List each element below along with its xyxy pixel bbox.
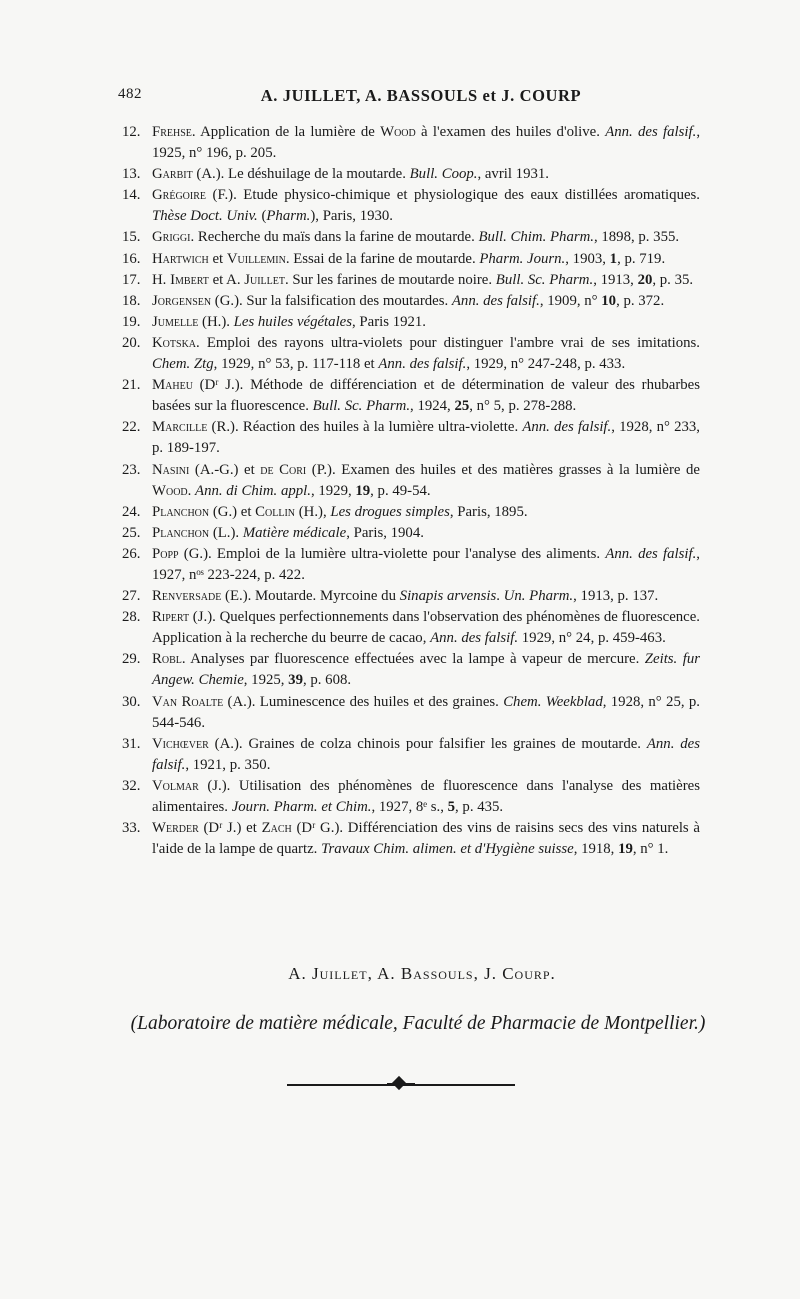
reference-text: (J.). Utilisation des phénomènes de fluorescence dans l'analyse des matières alimentaires.	[152, 777, 700, 815]
publication-title: Zeits. fur Angew. Chemie	[152, 651, 700, 689]
reference-text: à l'examen des huiles d'olive.	[415, 124, 606, 140]
publication-title: Journ. Pharm. et Chim.	[231, 799, 372, 815]
publication-title: Chem. Ztg	[152, 356, 214, 373]
author-name: Nasini	[152, 461, 190, 478]
reference-text: . Recherche du maïs dans la farine de moutarde.	[190, 229, 479, 246]
ornament-rule-right	[411, 1084, 515, 1086]
publication-title: Ann. des falsif.	[605, 124, 697, 140]
reference-text: (H.),	[295, 503, 331, 520]
reference-number: 33.	[122, 820, 141, 837]
reference-text: , 1928, n° 233, p. 189-197.	[152, 419, 700, 457]
reference-number: 15.	[122, 229, 141, 246]
reference-text: (G.). Emploi de la lumière ultra-violette pour l'analyse des aliments.	[178, 545, 606, 562]
publication-title: Ann. di Chim. appl.	[195, 482, 311, 499]
reference-text: .	[187, 482, 196, 499]
reference-text: , Paris, 1904.	[346, 524, 424, 541]
reference-item	[122, 333, 700, 375]
author-name: Robl	[152, 651, 182, 668]
reference-text: (F.). Etude physico-chimique et physiologique des eaux distillées aromatiques.	[206, 187, 700, 204]
author-name: Zach	[261, 820, 292, 837]
reference-text: , n° 5, p. 278-288.	[469, 398, 577, 415]
reference-item	[122, 649, 700, 691]
reference-number: 20.	[122, 334, 141, 351]
author-name: de Cori	[260, 461, 307, 478]
reference-number: 31.	[122, 735, 141, 752]
reference-text: . Emploi des rayons ultra-violets pour distinguer l'ambre vrai de ses imitations.	[196, 334, 700, 351]
author-name: Griggi	[152, 229, 191, 246]
reference-item	[122, 523, 700, 544]
reference-text: , 1928, n° 25, p. 544-546.	[152, 693, 700, 731]
reference-number: 22.	[122, 419, 141, 436]
publication-title: Bull. Chim. Pharm.	[478, 229, 594, 246]
author-name: Vichœver	[152, 735, 209, 752]
publication-title: Pharm. Journ.	[479, 250, 566, 267]
reference-text: , 1921, p. 350.	[185, 756, 271, 773]
author-name: Hartwich	[152, 250, 209, 267]
reference-text: ), Paris, 1930.	[310, 208, 393, 225]
reference-number: 17.	[122, 271, 141, 288]
reference-item	[122, 291, 700, 312]
author-name: Grégoire	[152, 187, 207, 204]
publication-title: Ann. des falsif.	[605, 545, 697, 562]
reference-text: (G.) et	[209, 503, 256, 520]
reference-text: . Application de la lumière de	[191, 124, 381, 140]
reference-text: et	[208, 250, 227, 267]
author-name: Frehse	[152, 124, 192, 140]
author-name: Collin	[255, 503, 296, 520]
reference-text: H.	[152, 271, 171, 288]
author-signature: A. Juillet, A. Bassouls, J. Courp.	[288, 964, 556, 983]
publication-title: Bull. Sc. Pharm.	[312, 398, 411, 415]
reference-item	[122, 586, 700, 607]
reference-number: 32.	[122, 777, 141, 794]
reference-text: (Dʳ J.) et	[198, 820, 262, 837]
author-name: Wood	[380, 124, 416, 140]
publication-title: Ann. des falsif.	[451, 292, 540, 309]
reference-text: , Paris, 1895.	[449, 503, 528, 520]
end-ornament	[287, 1078, 515, 1092]
ornament-rule-left	[287, 1084, 391, 1086]
reference-item	[122, 460, 700, 502]
reference-text: (Dʳ G.). Différenciation des vins de raisins secs des vins naturels à l'aide de la lampe de quartz.	[152, 820, 700, 858]
reference-number: 21.	[122, 377, 141, 394]
reference-item	[122, 249, 700, 270]
reference-number: 16.	[122, 250, 141, 267]
reference-text: , 1927, nᵒˢ 223-224, p. 422.	[152, 545, 700, 583]
reference-text: , p. 719.	[617, 250, 666, 267]
reference-number: 18.	[122, 292, 141, 309]
reference-number: 28.	[122, 609, 141, 626]
publication-title: Bull. Sc. Pharm.	[495, 271, 594, 288]
reference-number: 12.	[122, 124, 141, 140]
reference-text: (J.). Quelques perfectionnements dans l'observation des phénomènes de fluorescence. Application à la recherche du beurre de cacao,	[152, 609, 700, 647]
publication-title: Bull. Coop.	[409, 166, 478, 183]
reference-item	[122, 607, 700, 649]
author-name: Wood	[152, 482, 188, 499]
publication-title: Thèse Doct. Univ.	[152, 208, 258, 225]
reference-text: (H.).	[198, 313, 234, 330]
author-name: Imbert	[170, 271, 209, 288]
volume-number: 25	[454, 398, 470, 415]
author-name: Kotska	[152, 334, 197, 351]
affiliation: (Laboratoire de matière médicale, Faculté de Pharmacie de Montpellier.)	[130, 1013, 706, 1034]
author-name: Planchon	[152, 524, 210, 541]
author-name: Planchon	[152, 503, 210, 520]
reference-text: , 1913, p. 137.	[573, 588, 659, 605]
publication-title: Matière médicale	[242, 524, 347, 541]
publication-title: Sinapis arvensis	[399, 588, 497, 605]
reference-text: , avril 1931.	[477, 166, 549, 183]
author-name: Renversade	[152, 588, 222, 605]
reference-item	[122, 734, 700, 776]
author-name: Marcille	[152, 419, 208, 436]
reference-item	[122, 502, 700, 523]
reference-text: , 1898, p. 355.	[593, 229, 680, 246]
reference-item	[122, 227, 700, 248]
reference-item	[122, 544, 700, 586]
reference-text: , 1927, 8ᵉ s.,	[371, 799, 448, 815]
reference-text: , p. 608.	[302, 672, 352, 689]
reference-item	[122, 312, 700, 333]
volume-number: 1	[609, 250, 618, 267]
reference-text: (P.). Examen des huiles et des matières grasses à la lumière de	[306, 461, 700, 478]
author-name: Popp	[152, 545, 179, 562]
reference-text: , p. 435.	[455, 799, 504, 815]
ornament-diamond-icon	[392, 1076, 406, 1090]
reference-item	[122, 375, 700, 417]
reference-number: 23.	[122, 461, 141, 478]
reference-text: , 1929, n° 53, p. 117-118 et	[213, 356, 379, 373]
publication-title: Un. Pharm.	[503, 588, 574, 605]
reference-text: , Paris 1921.	[352, 313, 427, 330]
publication-title: Ann. des falsif.	[152, 735, 700, 773]
reference-text: . Sur les farines de moutarde noire.	[284, 271, 496, 288]
reference-text: (A.). Luminescence des huiles et des graines.	[223, 693, 504, 710]
publication-title: Travaux Chim. alimen. et d'Hygiène suisse	[321, 841, 574, 858]
reference-number: 26.	[122, 545, 141, 562]
reference-list	[122, 122, 700, 860]
reference-text: (A.). Le déshuilage de la moutarde.	[192, 166, 410, 183]
publication-title: Les drogues simples	[330, 503, 450, 520]
publication-title: Ann. des falsif.	[430, 630, 519, 647]
volume-number: 5	[447, 799, 456, 815]
reference-number: 30.	[122, 693, 141, 710]
reference-text: . Analyses par fluorescence effectuées avec la lampe à vapeur de mercure.	[181, 651, 645, 668]
reference-text: (L.).	[209, 524, 243, 541]
reference-item	[122, 818, 700, 860]
reference-text: .	[496, 588, 504, 605]
reference-number: 25.	[122, 524, 141, 541]
reference-text: . Essai de la farine de moutarde.	[285, 250, 480, 267]
reference-text: , 1909, n°	[539, 292, 602, 309]
reference-item	[122, 776, 700, 818]
reference-text: , 1925, n° 196, p. 205.	[152, 124, 701, 162]
reference-text: (Dʳ J.). Méthode de différenciation et de détermination de valeur des rhubarbes basées sur la fluorescence.	[152, 377, 700, 415]
volume-number: 19	[618, 841, 633, 858]
reference-text: 1929, n° 24, p. 459-463.	[518, 630, 666, 647]
reference-text: (E.). Moutarde. Myrcoine du	[221, 588, 400, 605]
page-header	[118, 86, 700, 110]
volume-number: 10	[601, 292, 617, 309]
reference-text: , 1925,	[243, 672, 289, 689]
reference-text: , n° 1.	[632, 841, 669, 858]
author-name: Werder	[152, 820, 199, 837]
reference-item	[122, 270, 700, 291]
author-name: Maheu	[152, 377, 193, 394]
publication-title: Chem. Weekblad	[503, 693, 603, 710]
author-name: Van Roalte	[152, 693, 224, 710]
reference-number: 14.	[122, 187, 141, 204]
reference-number: 24.	[122, 503, 141, 520]
publication-title: Ann. des falsif.	[522, 419, 612, 436]
author-name: Volmar	[152, 777, 199, 794]
reference-number: 13.	[122, 166, 141, 183]
reference-number: 27.	[122, 588, 141, 605]
reference-item	[122, 692, 700, 734]
reference-text: , 1913,	[593, 271, 638, 288]
publication-title: Ann. des falsif.	[378, 356, 467, 373]
reference-text: , p. 372.	[616, 292, 665, 309]
author-name: Ripert	[152, 609, 190, 626]
author-name: Vuillemin	[226, 250, 286, 267]
publication-title: Pharm.	[266, 208, 311, 225]
reference-item	[122, 185, 700, 227]
reference-text: , 1918,	[573, 841, 619, 858]
page-number: 482	[118, 86, 142, 102]
reference-item	[122, 417, 700, 459]
volume-number: 39	[288, 672, 303, 689]
author-name: Juillet	[244, 271, 285, 288]
reference-text: (A.-G.) et	[189, 461, 261, 478]
reference-text: , p. 49-54.	[370, 482, 431, 499]
publication-title: Les huiles végétales	[233, 313, 353, 330]
reference-text: (A.). Graines de colza chinois pour falsifier les graines de moutarde.	[208, 735, 647, 752]
reference-text: , 1929, n° 247-248, p. 433.	[466, 356, 626, 373]
author-name: Jorgensen	[152, 292, 212, 309]
reference-text: , p. 35.	[652, 271, 694, 288]
reference-item	[122, 164, 700, 185]
reference-number: 29.	[122, 651, 141, 668]
running-title: A. JUILLET, A. BASSOULS et J. COURP	[260, 86, 582, 105]
reference-text: , 1929,	[310, 482, 356, 499]
reference-text: (G.). Sur la falsification des moutardes.	[211, 292, 452, 309]
volume-number: 20	[637, 271, 653, 288]
reference-text: , 1924,	[410, 398, 455, 415]
reference-text: et A.	[208, 271, 245, 288]
author-name: Garbit	[152, 166, 193, 183]
reference-text: (	[257, 208, 267, 225]
author-name: Jumelle	[152, 313, 199, 330]
reference-text: , 1903,	[565, 250, 610, 267]
reference-item	[122, 122, 700, 164]
reference-number: 19.	[122, 313, 141, 330]
volume-number: 19	[355, 482, 371, 499]
reference-text: (R.). Réaction des huiles à la lumière ultra-violette.	[207, 419, 523, 436]
